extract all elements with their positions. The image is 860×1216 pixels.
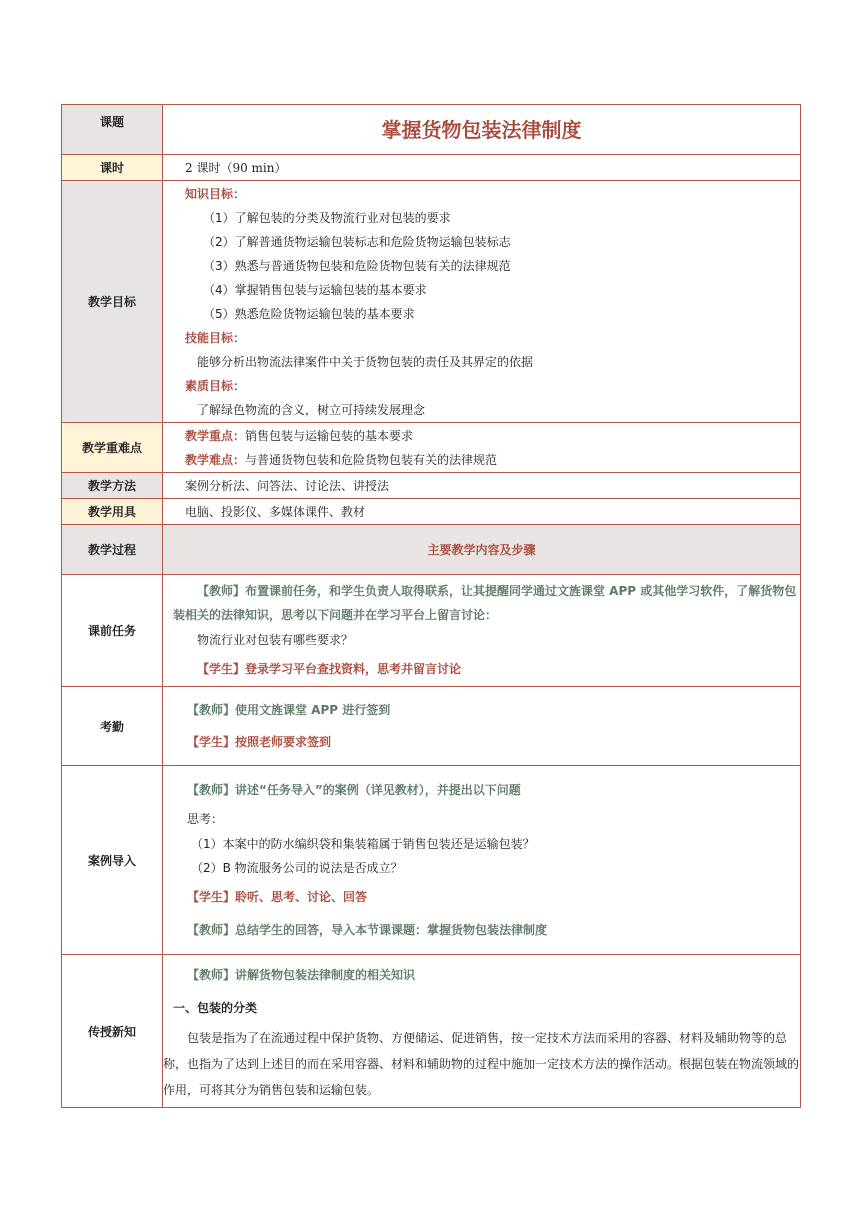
new-knowledge-teacher: 【教师】讲解货物包装法律制度的相关知识 (187, 968, 416, 982)
list-item: （3）熟悉与普通货物包装和危险货物包装有关的法律规范 (203, 258, 511, 273)
case-intro-teacher: 【教师】讲述“任务导入”的案例（详见教材），并提出以下问题 (187, 783, 521, 797)
lesson-plan-table (61, 104, 801, 1108)
page-title: 掌握货物包装法律制度 (381, 117, 582, 142)
list-item: （2）了解普通货物运输包装标志和危险货物运输包装标志 (203, 234, 511, 249)
case-intro-teacher-summary: 【教师】总结学生的回答，导入本节课课题：掌握货物包装法律制度 (187, 923, 548, 937)
methods-label: 教学方法 (62, 473, 163, 499)
tools-label: 教学用具 (62, 499, 163, 525)
quality-objectives-title: 素质目标： (185, 378, 246, 393)
list-item: （5）熟悉危险货物运输包装的基本要求 (203, 306, 415, 321)
list-item: （1）本案中的防水编织袋和集装箱属于销售包装还是运输包装？ (191, 837, 535, 851)
pre-task-teacher: 【教师】布置课前任务，和学生负责人取得联系，让其提醒同学通过文旌课堂 APP 或其他学习软件，了解货物包装相关的法律知识，思考以下问题并在学习平台上留言讨论： (173, 583, 797, 622)
quality-objectives-text: 了解绿色物流的含义，树立可持续发展理念 (197, 402, 426, 417)
keypoints-label: 教学重难点 (62, 423, 163, 473)
objectives-row (62, 181, 801, 423)
objectives-label: 教学目标 (62, 181, 163, 423)
topic-row (62, 105, 801, 155)
hours-value: 2 课时（90 min） (163, 155, 801, 181)
pre-task-question: 物流行业对包装有哪些要求？ (197, 632, 354, 647)
pre-task-row (62, 575, 801, 687)
attendance-teacher: 【教师】使用文旌课堂 APP 进行签到 (187, 703, 391, 717)
case-intro-label: 案例导入 (62, 766, 163, 955)
process-header-label: 教学过程 (62, 525, 163, 575)
tools-text: 电脑、投影仪、多媒体课件、教材 (163, 499, 801, 525)
new-knowledge-label: 传授新知 (62, 955, 163, 1108)
topic-label: 课题 (62, 105, 163, 155)
list-item: （4）掌握销售包装与运输包装的基本要求 (203, 282, 427, 297)
process-header-row (62, 525, 801, 575)
hours-label: 课时 (62, 155, 163, 181)
methods-row (62, 473, 801, 499)
case-intro-think: 思考： (187, 812, 224, 826)
pre-task-student: 【学生】登录学习平台查找资料，思考并留言讨论 (197, 661, 462, 676)
case-intro-student: 【学生】聆听、思考、讨论、回答 (187, 890, 368, 904)
hours-row (62, 155, 801, 181)
new-knowledge-row (62, 955, 801, 1108)
difficulty-text: 与普通货物包装和危险货物包装有关的法律规范 (245, 452, 498, 467)
key-point-text: 销售包装与运输包装的基本要求 (245, 428, 414, 443)
attendance-row (62, 687, 801, 766)
skill-objectives-text: 能够分析出物流法律案件中关于货物包装的责任及其界定的依据 (197, 354, 534, 369)
process-header-content: 主要教学内容及步骤 (163, 525, 801, 575)
section-title: 一、包装的分类 (173, 1001, 258, 1015)
keypoints-row (62, 423, 801, 473)
list-item: （1）了解包装的分类及物流行业对包装的要求 (203, 210, 451, 225)
methods-text: 案例分析法、问答法、讨论法、讲授法 (163, 473, 801, 499)
knowledge-objectives-title: 知识目标： (185, 186, 246, 201)
attendance-student: 【学生】按照老师要求签到 (187, 735, 332, 749)
difficulty-title: 教学难点： (185, 452, 246, 467)
skill-objectives-title: 技能目标： (185, 330, 246, 345)
attendance-label: 考勤 (62, 687, 163, 766)
case-intro-row (62, 766, 801, 955)
pre-task-label: 课前任务 (62, 575, 163, 687)
tools-row (62, 499, 801, 525)
paragraph: 包装是指为了在流通过程中保护货物、方便储运、促进销售，按一定技术方法而采用的容器、材料及辅助物等的总称，也指为了达到上述目的而在采用容器、材料和辅助物的过程中施加一定技术方法的操作活动。根据包装在物流领域的作用，可将其分为销售包装和运输包装。 (163, 1031, 800, 1097)
list-item: （2）B 物流服务公司的说法是否成立？ (191, 861, 403, 875)
key-point-title: 教学重点： (185, 428, 246, 443)
